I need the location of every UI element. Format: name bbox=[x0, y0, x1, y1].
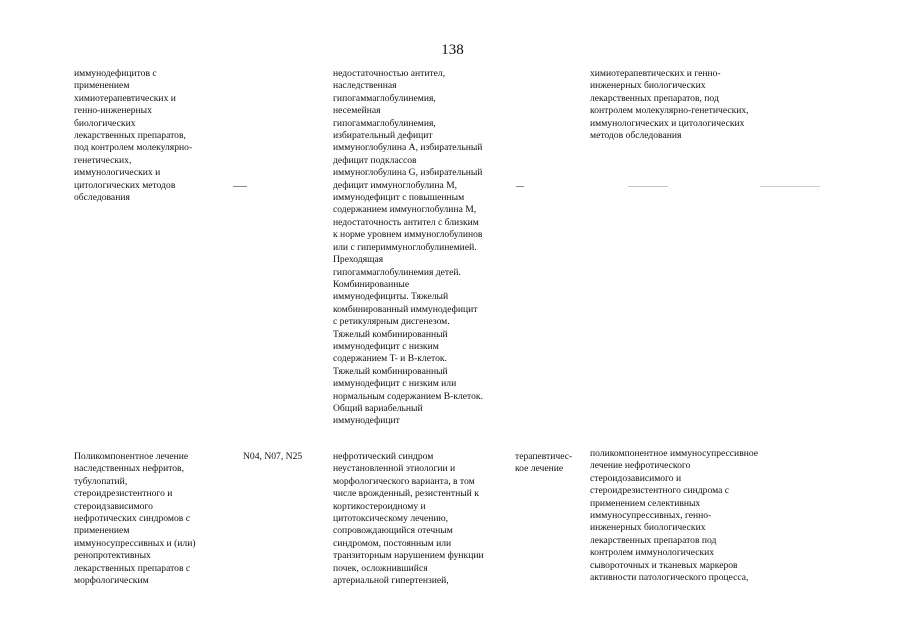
text-line: или с гипериммуноглобулинемией. bbox=[333, 241, 477, 253]
text-line: морфологического варианта, в том bbox=[333, 475, 475, 487]
text-line: иммунологических и цитологических bbox=[590, 117, 745, 129]
row1-procedure-name bbox=[74, 68, 192, 204]
text-line: применением селективных bbox=[590, 497, 701, 509]
text-line: с ретикулярным дисгенезом. bbox=[333, 316, 450, 328]
text-line: дефицит подклассов bbox=[333, 154, 417, 166]
scan-speck bbox=[233, 186, 247, 187]
text-line: обследования bbox=[74, 192, 130, 204]
text-line: наследственных нефритов, bbox=[74, 463, 184, 475]
text-line: лекарственных препаратов, под bbox=[590, 92, 719, 104]
text-line: сывороточных и тканевых маркеров bbox=[590, 559, 738, 571]
text-line: химиотерапевтических и bbox=[74, 92, 176, 104]
text-line: гипогаммаглобулинемия детей. bbox=[333, 266, 461, 278]
text-line: неустановленной этиологии и bbox=[333, 463, 456, 475]
text-line: кортикостероидному и bbox=[333, 500, 426, 512]
text-line: стероидрезистентного и bbox=[74, 488, 173, 500]
text-line: иммуносупрессивных и (или) bbox=[74, 537, 196, 549]
scan-speck bbox=[628, 186, 668, 187]
text-line: стероидозависимого и bbox=[590, 472, 682, 484]
text-line: Тяжелый комбинированный bbox=[333, 328, 448, 340]
text-line: иммуноглобулина A, избирательный bbox=[333, 142, 483, 154]
row2-icd-codes bbox=[243, 451, 302, 463]
scan-speck bbox=[760, 186, 820, 187]
text-line: иммунологических и bbox=[74, 167, 161, 179]
text-line: иммуноглобулина G, избирательный bbox=[333, 167, 483, 179]
text-line: нефротический синдром bbox=[333, 451, 434, 462]
text-line: несемейная bbox=[333, 105, 381, 117]
text-line: нормальным содержанием B-клеток. bbox=[333, 390, 483, 402]
text-line: иммунодефицит с низким bbox=[333, 340, 439, 352]
text-line: генно-инженерных bbox=[74, 105, 152, 117]
text-line: содержанием иммуноглобулина M, bbox=[333, 204, 477, 216]
row2-procedure-name bbox=[74, 451, 196, 587]
text-line: нефротических синдромов с bbox=[74, 513, 190, 525]
text-line: наследственная bbox=[333, 80, 397, 92]
text-line: недостаточность антител с близким bbox=[333, 216, 479, 228]
text-line: генетических, bbox=[74, 154, 132, 166]
text-line: Общий вариабельный bbox=[333, 402, 423, 414]
text-line: транзиторным нарушением функции bbox=[333, 550, 484, 562]
text-line: контролем иммунологических bbox=[590, 547, 715, 559]
text-line: лекарственных препаратов с bbox=[74, 562, 191, 574]
text-line: стероидзависимого bbox=[74, 500, 153, 512]
text-line: числе врожденный, резистентный к bbox=[333, 488, 479, 500]
text-line: контролем молекулярно-генетических, bbox=[590, 105, 749, 117]
text-line: применением bbox=[74, 80, 130, 92]
text-line: к норме уровнем иммуноглобулинов bbox=[333, 229, 483, 241]
text-line: комбинированный иммунодефицит bbox=[333, 303, 478, 315]
text-line: лечение нефротического bbox=[590, 460, 691, 472]
text-line: почек, осложнившийся bbox=[333, 562, 428, 574]
text-line: содержанием T- и B-клеток. bbox=[333, 353, 447, 365]
row2-treatment-method bbox=[590, 448, 758, 584]
text-line: артериальной гипертензией, bbox=[333, 575, 449, 587]
text-line: лекарственных препаратов, bbox=[74, 130, 186, 142]
text-line: применением bbox=[74, 525, 130, 537]
text-line: гипогаммаглобулинемия, bbox=[333, 117, 436, 129]
text-line: цитологических методов bbox=[74, 179, 176, 191]
text-line: ренопротективных bbox=[74, 550, 151, 562]
row2-treatment-type bbox=[515, 451, 572, 476]
text-line: активности патологического процесса, bbox=[590, 572, 749, 584]
text-line: поликомпонентное иммуносупрессивное bbox=[590, 448, 759, 459]
text-line: терапевтичес- bbox=[515, 451, 573, 462]
text-line: морфологическим bbox=[74, 575, 149, 587]
text-line: тубулопатий, bbox=[74, 475, 128, 487]
text-line: гипогаммаглобулинемия, bbox=[333, 92, 436, 104]
text-line: Поликомпонентное лечение bbox=[74, 451, 189, 462]
text-line: цитотоксическому лечению, bbox=[333, 513, 449, 525]
text-line: кое лечение bbox=[515, 463, 564, 475]
text-line: иммунодефицит с низким или bbox=[333, 378, 457, 390]
text-line: под контролем молекулярно- bbox=[74, 142, 193, 154]
text-line: лекарственных препаратов под bbox=[590, 534, 717, 546]
page-number: 138 bbox=[441, 42, 464, 58]
text-line: Тяжелый комбинированный bbox=[333, 365, 448, 377]
text-line: N04, N07, N25 bbox=[243, 451, 303, 462]
text-line: инженерных биологических bbox=[590, 522, 706, 534]
text-line: сопровождающийся отечным bbox=[333, 525, 453, 537]
scan-speck bbox=[516, 186, 524, 187]
text-line: избирательный дефицит bbox=[333, 130, 433, 142]
text-line: синдромом, постоянным или bbox=[333, 537, 452, 549]
text-line: иммуносупрессивных, генно- bbox=[590, 510, 712, 522]
row2-diagnosis bbox=[333, 451, 484, 587]
text-line: методов обследования bbox=[590, 130, 682, 142]
text-line: иммунодефицитов с bbox=[74, 68, 157, 79]
text-line: химиотерапевтических и генно- bbox=[590, 68, 721, 79]
text-line: Комбинированные bbox=[333, 278, 410, 290]
text-line: биологических bbox=[74, 117, 136, 129]
text-line: дефицит иммуноглобулина M, bbox=[333, 179, 458, 191]
text-line: иммунодефицит bbox=[333, 415, 400, 427]
text-line: иммунодефицит с повышенным bbox=[333, 192, 465, 204]
text-line: Преходящая bbox=[333, 254, 384, 266]
row1-diagnosis bbox=[333, 68, 483, 428]
text-line: недостаточностью антител, bbox=[333, 68, 446, 79]
text-line: инженерных биологических bbox=[590, 80, 706, 92]
text-line: стероидрезистентного синдрома с bbox=[590, 485, 730, 497]
row1-treatment-method bbox=[590, 68, 749, 142]
text-line: иммунодефициты. Тяжелый bbox=[333, 291, 449, 303]
